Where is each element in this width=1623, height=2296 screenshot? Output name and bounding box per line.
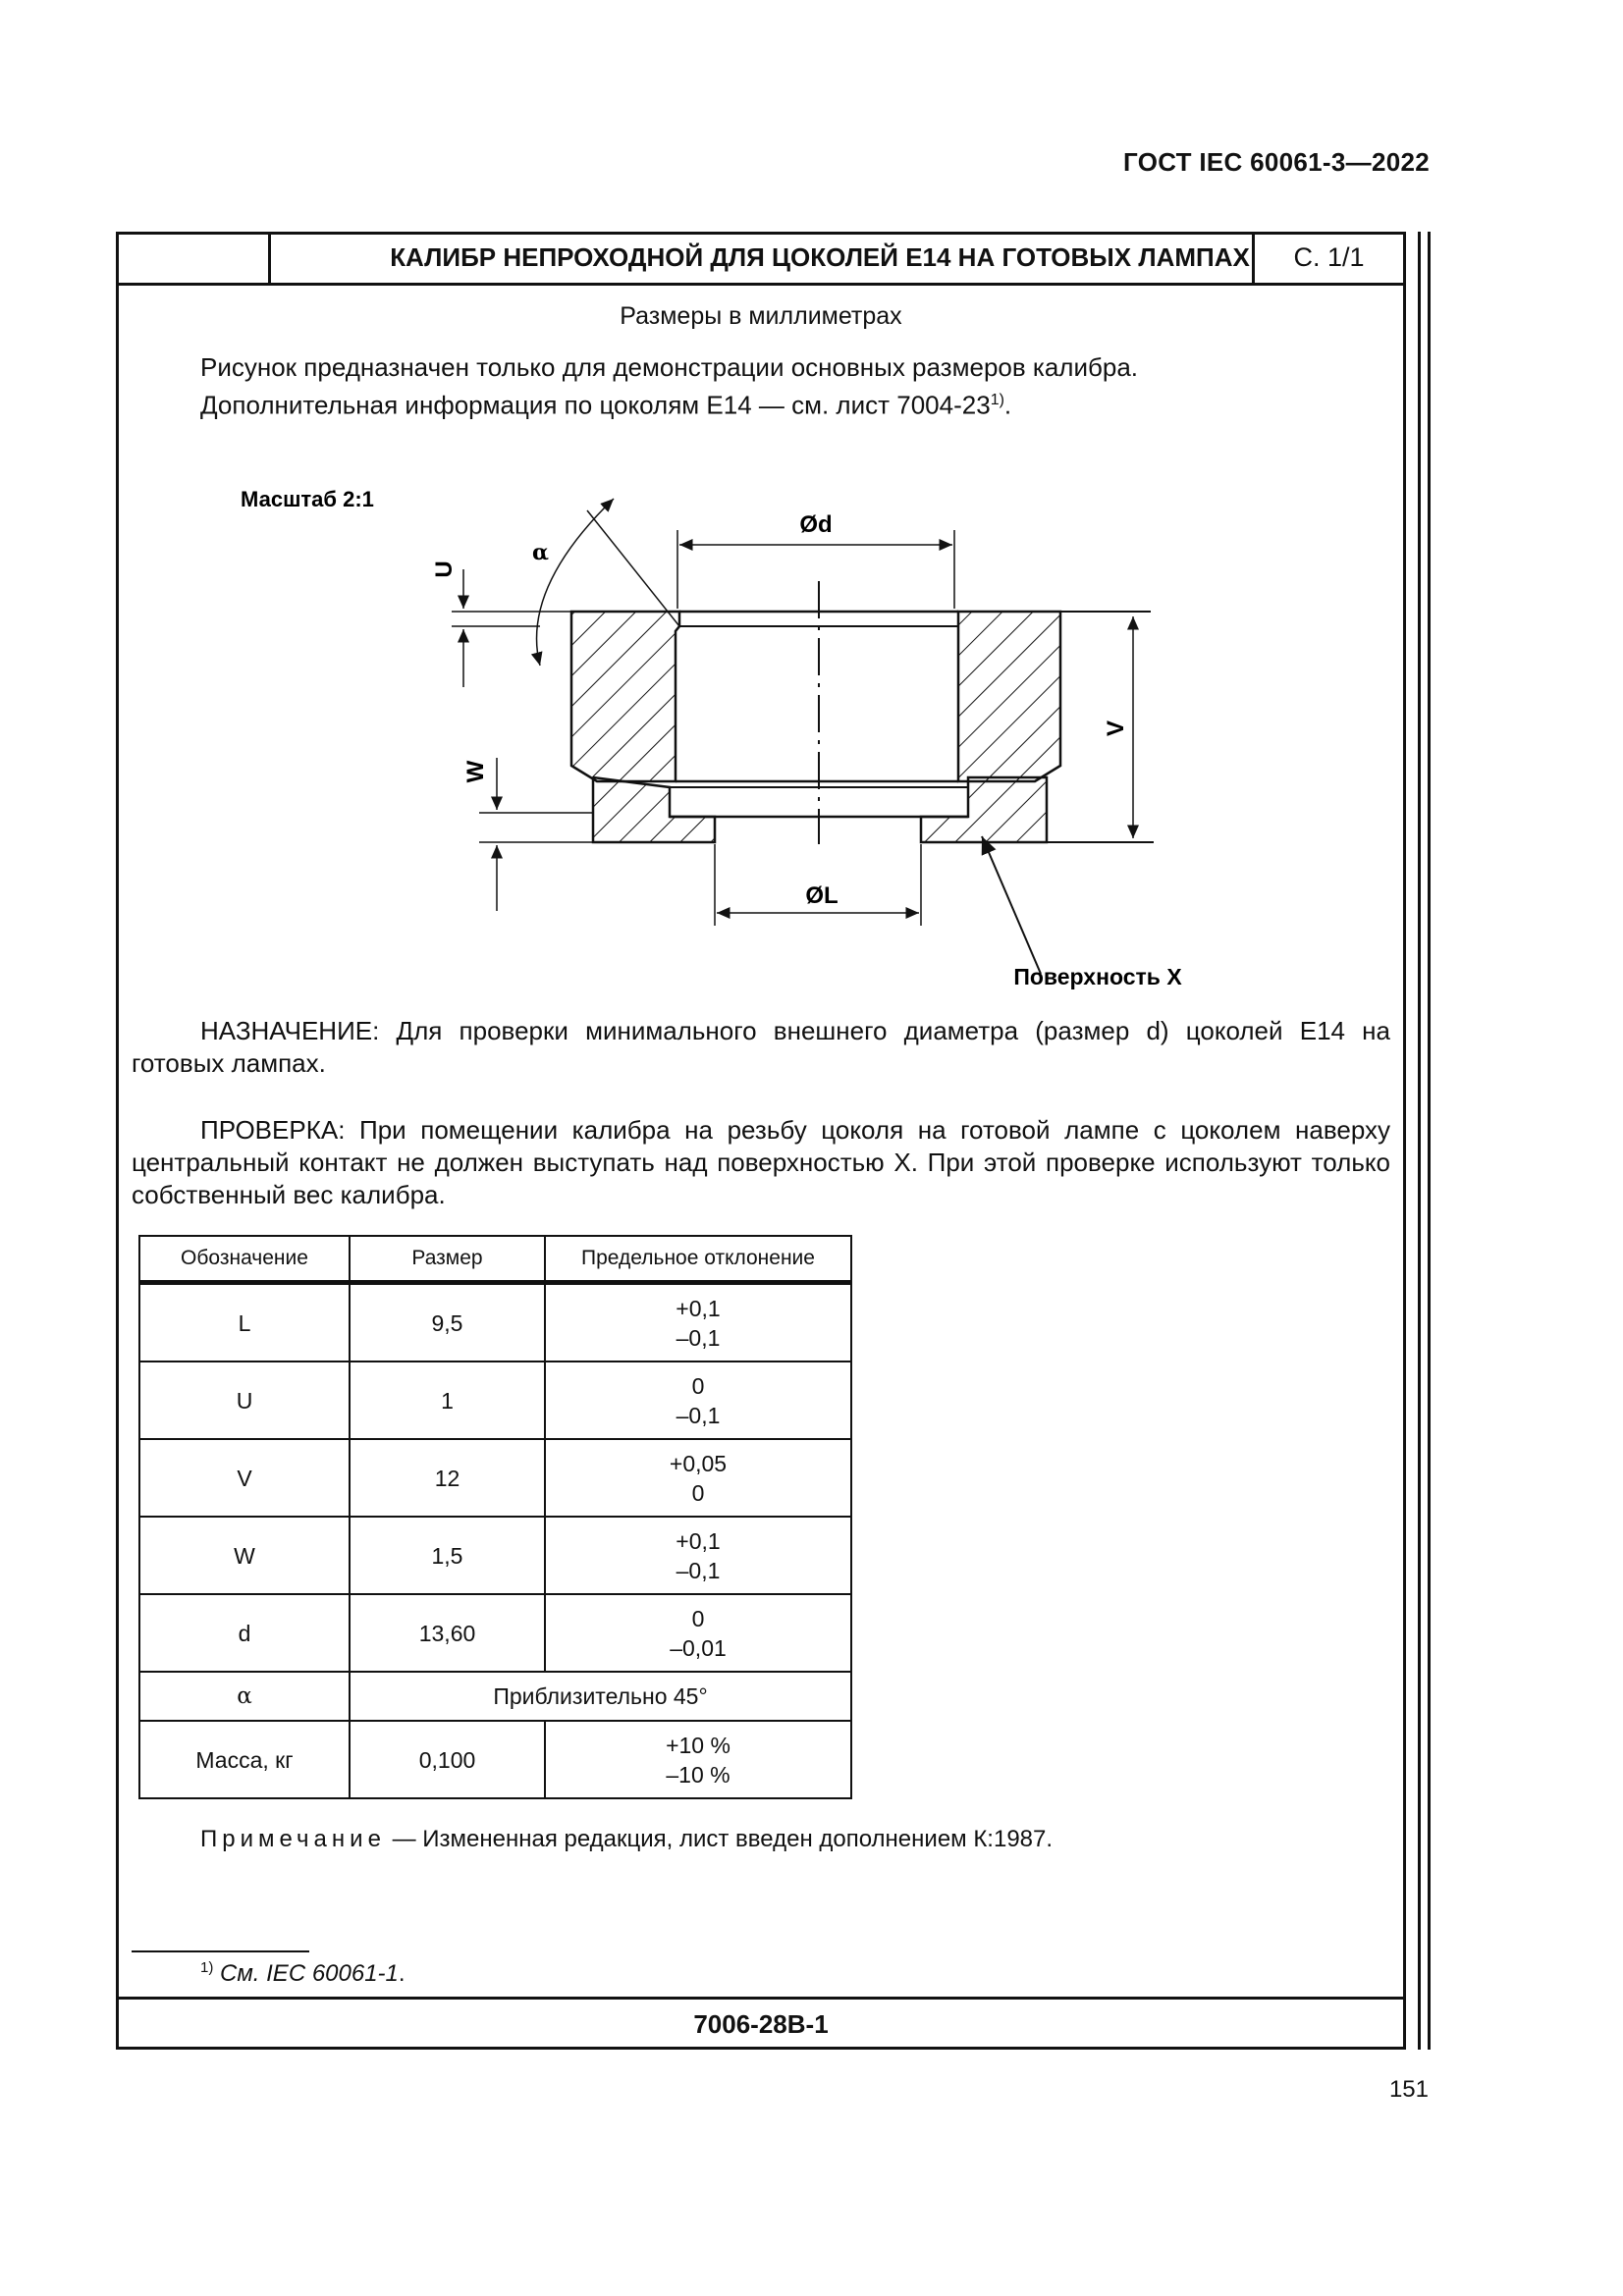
cell-tolerance: +10 % –10 %: [545, 1721, 851, 1798]
label-d: Ød: [799, 511, 833, 538]
cell-tolerance: 0 –0,01: [545, 1594, 851, 1672]
footnote-ref: 1): [990, 392, 1004, 408]
scale-label: Масштаб 2:1: [241, 487, 374, 511]
note: [200, 1826, 1053, 1853]
table-row-alpha: [139, 1672, 851, 1721]
cell-symbol: U: [139, 1362, 350, 1439]
cell-tolerance: 0 –0,1: [545, 1362, 851, 1439]
cell-size: 9,5: [350, 1283, 545, 1362]
intro-line-2: Дополнительная информация по цоколям Е14 — см. лист 7004-23$^{1)}$.: [200, 390, 1012, 420]
surface-x-leader: [982, 836, 1041, 974]
sheet-title: КАЛИБР НЕПРОХОДНОЙ ДЛЯ ЦОКОЛЕЙ Е14 НА ГОТОВЫХ ЛАМПАХ: [390, 241, 1250, 272]
cell-size: 1: [350, 1362, 545, 1439]
cell-size: 1,5: [350, 1517, 545, 1594]
col-header-size: Размер: [350, 1236, 545, 1283]
label-alpha: α: [532, 540, 549, 565]
gauge-body-right-section: [958, 612, 1060, 781]
binding-line-inner: [1418, 232, 1421, 2050]
cell-size: 13,60: [350, 1594, 545, 1672]
gauge-drawing: [226, 471, 1208, 1001]
cell-alpha-value: Приблизительно 45°: [350, 1672, 851, 1721]
label-u: U: [431, 561, 458, 578]
page-number: 151: [1388, 2076, 1429, 2103]
gauge-body-left-section: [571, 612, 679, 781]
table-row: [139, 1517, 851, 1594]
cell-symbol: Масса, кг: [139, 1721, 350, 1798]
intro-line-1: Рисунок предназначен только для демонстрации основных размеров калибра.: [200, 352, 1139, 382]
cell-symbol: α: [139, 1672, 350, 1721]
note-text: — Измененная редакция, лист введен дополнением К:1987.: [385, 1826, 1054, 1852]
cell-tolerance: +0,1 –0,1: [545, 1283, 851, 1362]
sheet-page: С. 1/1: [1252, 232, 1403, 283]
label-w: W: [462, 760, 489, 783]
table-row: [139, 1594, 851, 1672]
cell-symbol: W: [139, 1517, 350, 1594]
col-header-symbol: Обозначение: [139, 1236, 350, 1283]
table-row: [139, 1283, 851, 1362]
cell-symbol: d: [139, 1594, 350, 1672]
footnote: $^{1)}$ См. IEC 60061-1.: [200, 1959, 406, 1987]
cell-tolerance: +0,05 0: [545, 1439, 851, 1517]
cell-size: 12: [350, 1439, 545, 1517]
binding-line-outer: [1428, 232, 1431, 2050]
label-surface-x: Поверхность X: [1013, 964, 1182, 989]
alpha-chamfer-extension: [587, 510, 679, 626]
table-row: [139, 1439, 851, 1517]
cell-tolerance: +0,1 –0,1: [545, 1517, 851, 1594]
label-l: ØL: [805, 882, 839, 909]
footnote-divider: [132, 1950, 309, 1952]
standard-number: ГОСТ IEC 60061-3—2022: [1123, 147, 1430, 177]
cell-symbol: L: [139, 1283, 350, 1362]
title-block-empty-cell: [116, 232, 271, 283]
cell-symbol: V: [139, 1439, 350, 1517]
col-header-tolerance: Предельное отклонение: [545, 1236, 851, 1283]
table-row-mass: [139, 1721, 851, 1798]
sheet-code: 7006-28B-1: [116, 1997, 1406, 2050]
intro-text: [200, 350, 1138, 422]
note-label: Примечание: [200, 1826, 386, 1852]
table-row: [139, 1362, 851, 1439]
cell-size: 0,100: [350, 1721, 545, 1798]
check-text: ПРОВЕРКА: При помещении калибра на резьбу цоколя на готовой лампе с цоколем наверху центральный контакт не должен выступать над поверхностью X. При этой проверке используют только собственный вес калибра.: [132, 1115, 1390, 1209]
units-note: Размеры в миллиметрах: [620, 302, 902, 330]
title-block: [116, 232, 1406, 286]
label-v: V: [1103, 720, 1129, 737]
dimensions-table: [138, 1235, 852, 1799]
purpose-text: НАЗНАЧЕНИЕ: Для проверки минимального внешнего диаметра (размер d) цоколей Е14 на готовых лампах.: [132, 1016, 1390, 1078]
